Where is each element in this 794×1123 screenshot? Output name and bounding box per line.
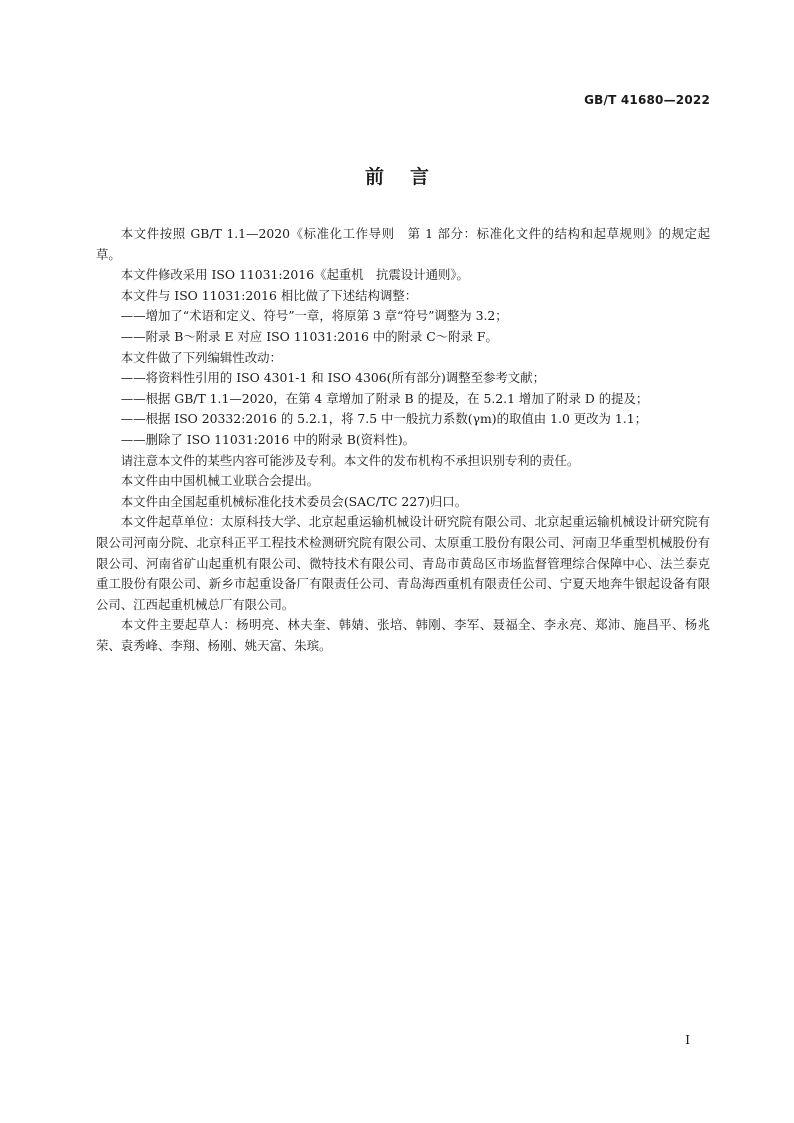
- paragraph: 本文件按照 GB/T 1.1—2020《标准化工作导则 第 1 部分：标准化文件的结构和起草规则》的规定起草。: [96, 226, 710, 262]
- list-item: ——根据 ISO 20332:2016 的 5.2.1，将 7.5 中一般抗力系数(γm)的取值由 1.0 更改为 1.1；: [120, 411, 647, 427]
- paragraph: 本文件起草单位：太原科技大学、北京起重运输机械设计研究院有限公司、北京起重运输机械设计研究院有限公司河南分院、北京科正平工程技术检测研究院有限公司、太原重工股份有限公司、河南卫华重型机械股份有限公司、河南省矿山起重机有限公司、微特技术有限公司、青岛市黄岛区市场监督管理综合保障中心、法兰泰克重工股份有限公司、新乡市起重设备厂有限责任公司、青岛海西重机有限责任公司、宁夏天地奔牛银起设备有限公司、江西起重机械总厂有限公司。: [96, 514, 710, 612]
- paragraph: 本文件与 ISO 11031:2016 相比做了下述结构调整：: [120, 287, 418, 303]
- page-title: 前言: [364, 166, 455, 188]
- paragraph: 本文件由全国起重机械标准化技术委员会(SAC/TC 227)归口。: [120, 493, 468, 509]
- standard-number: GB/T 41680—2022: [584, 93, 710, 107]
- paragraph: 本文件修改采用 ISO 11031:2016《起重机 抗震设计通则》。: [120, 267, 469, 283]
- list-item: ——附录 B～附录 E 对应 ISO 11031:2016 中的附录 C～附录 F。: [120, 328, 498, 344]
- list-item: ——根据 GB/T 1.1—2020，在第 4 章增加了附录 B 的提及，在 5.2.1 增加了附录 D 的提及；: [120, 390, 649, 406]
- paragraph: 本文件做了下列编辑性改动：: [120, 349, 282, 365]
- list-item: ——增加了“术语和定义、符号”一章，将原第 3 章“符号”调整为 3.2；: [120, 308, 508, 324]
- paragraph: 请注意本文件的某些内容可能涉及专利。本文件的发布机构不承担识别专利的责任。: [120, 452, 580, 468]
- paragraph: 本文件由中国机械工业联合会提出。: [120, 473, 320, 489]
- paragraph: 本文件主要起草人：杨明亮、林夫奎、韩婧、张培、韩刚、李军、聂福全、李永亮、郑沛、施昌平、杨兆荣、袁秀峰、李翔、杨刚、姚天富、朱瑸。: [96, 617, 710, 653]
- list-item: ——将资料性引用的 ISO 4301-1 和 ISO 4306(所有部分)调整至参考文献；: [120, 370, 545, 386]
- foreword-body: [96, 224, 710, 656]
- list-item: ——删除了 ISO 11031:2016 中的附录 B(资料性)。: [120, 431, 416, 447]
- page-number: I: [685, 1033, 690, 1047]
